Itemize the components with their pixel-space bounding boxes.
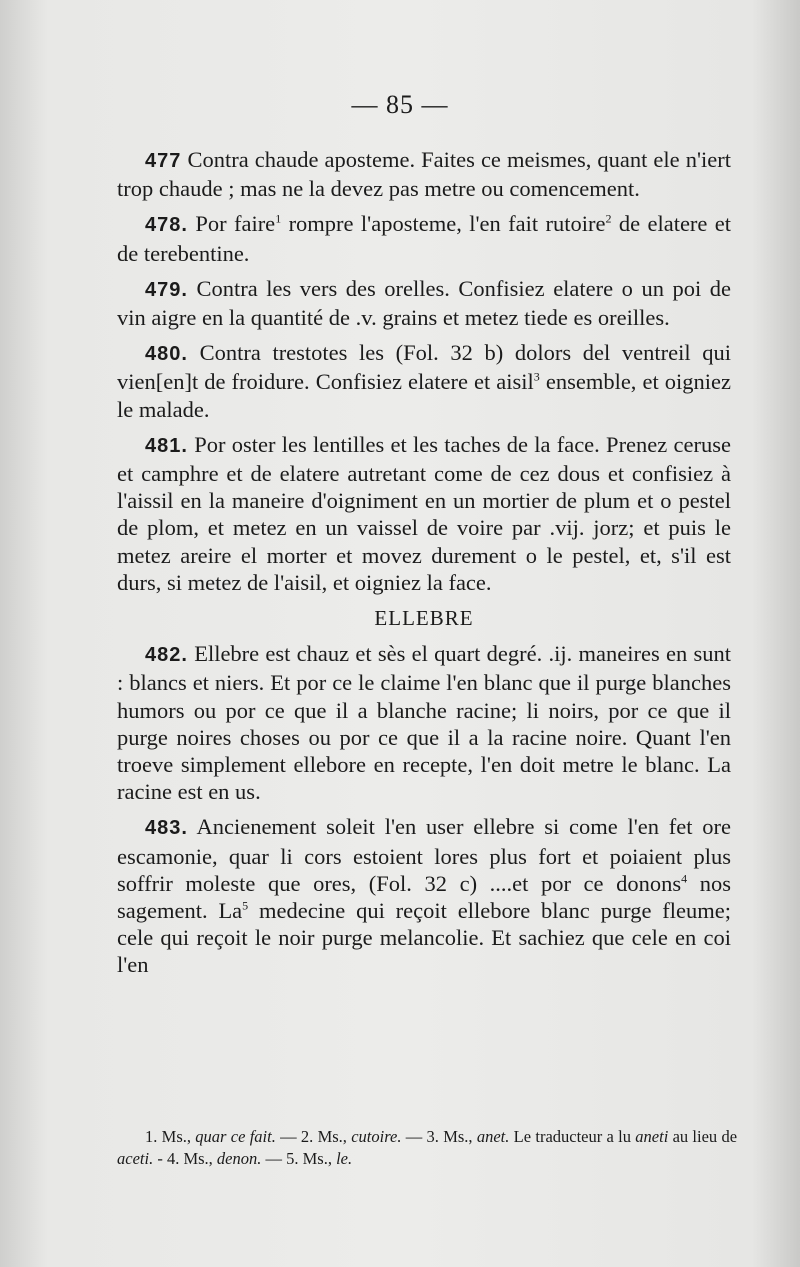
paragraph-text: Por oster les lentilles et les taches de la face. Prenez ceruse et camphre et de elatere autretant come de cez dous et confisiez à l'aissil en la maneire d'oigniment en un mortier de plum et o pestel de plom, et metez en un vaissel de voire par .vij. jorz; et puis le metez areire el morter et movez durement o le pestel, et, s'il est durs, si metez de l'aisil, et oigniez la face. [117, 431, 731, 595]
paragraph-number: 478. [145, 214, 188, 237]
paragraph-number: 482. [145, 644, 188, 667]
paragraph-text: Contra chaude aposteme. Faites ce meismes, quant ele n'iert trop chaude ; mas ne la devez pas metre ou comencement. [117, 147, 732, 202]
footnote-3-italic-2: aneti [635, 1127, 669, 1146]
page-number: — 85 — [351, 90, 449, 119]
footnote-3-rest-2: au lieu de [668, 1127, 738, 1146]
paragraph [117, 275, 731, 331]
paragraph-number: 480. [145, 343, 188, 366]
footnote-3-italic: anet. [476, 1127, 510, 1146]
footnote-marker: 2 [605, 211, 612, 226]
footnote-5: — 5. Ms., [261, 1149, 337, 1168]
paragraphs-before [117, 146, 731, 596]
paragraph-number: 477 [145, 150, 182, 172]
paragraph [117, 640, 731, 805]
footnotes [117, 1126, 737, 1170]
footnote-3-rest: Le traducteur a lu [509, 1127, 636, 1146]
paragraph-text: Ancienement soleit l'en user ellebre si come l'en fet ore escamonie, quar li cors estoient lores plus fort et poiaient plus soffrir moleste que ores, (Fol. 32 c) ....et por ce donons [117, 814, 731, 896]
footnote-5-italic: le. [336, 1149, 353, 1168]
paragraph-text: rompre l'aposteme, l'en fait rutoire [281, 211, 606, 237]
paragraph-text: Por faire [195, 211, 276, 237]
section-title: ELLEBRE [374, 606, 474, 631]
paragraph-number: 481. [145, 434, 188, 457]
footnote-marker: 1 [275, 211, 282, 226]
footnote-marker: 4 [681, 871, 688, 886]
paragraph [117, 431, 731, 596]
paragraphs-after [117, 640, 731, 978]
paragraph [117, 813, 731, 978]
paragraph-text: Ellebre est chauz et sès el quart degré. .ij. maneires en sunt : blancs et niers. Et por ce le claime l'en blanc que il purge blanches humors ou por ce que il a blanche racine; li noirs, por ce que il purge noires choses ou por ce que il a la racine noire. Quant l'en troeve simplement ellebore en recepte, l'en doit metre le blanc. La racine est en us. [117, 641, 732, 805]
paragraph-text: Contra les vers des orelles. Confisiez elatere o un poi de vin aigre en la quantité de .v. grains et metez tiede es oreilles. [117, 275, 731, 331]
footnote-2-italic: cutoire. [351, 1127, 402, 1146]
footnote-1: 1. Ms., [145, 1127, 196, 1146]
footnote-1-italic: quar ce fait. [195, 1127, 276, 1146]
paragraph [117, 146, 731, 202]
paragraph-number: 479. [145, 278, 188, 301]
footnote-marker: 5 [242, 898, 249, 913]
footnote-4: - 4. Ms., [153, 1149, 217, 1168]
body-text [117, 146, 731, 987]
paragraph-text: Contra trestotes les (Fol. 32 b) dolors del ventreil qui vien[en]t de froidure. Confisiez elatere et aisil [117, 340, 732, 395]
footnote-3-italic-3: aceti. [117, 1149, 154, 1168]
paragraph-text: medecine qui reçoit ellebore blanc purge fleume; cele qui reçoit le noir purge melancolie. Et sachiez que cele en coi l'en [117, 898, 731, 978]
paragraph [117, 210, 731, 266]
paragraph-text: de elatere et de terebentine. [117, 211, 732, 266]
footnote-2: — 2. Ms., [275, 1127, 352, 1146]
footnote-marker: 3 [533, 369, 540, 384]
paragraph-number: 483. [145, 817, 188, 840]
paragraph [117, 339, 731, 423]
paragraph-text: nos sagement. La [117, 870, 731, 924]
paragraph-text: ensemble, et oigniez le malade. [117, 369, 731, 422]
footnote-4-italic: denon. [216, 1149, 262, 1168]
footnote-3: — 3. Ms., [405, 1127, 477, 1146]
